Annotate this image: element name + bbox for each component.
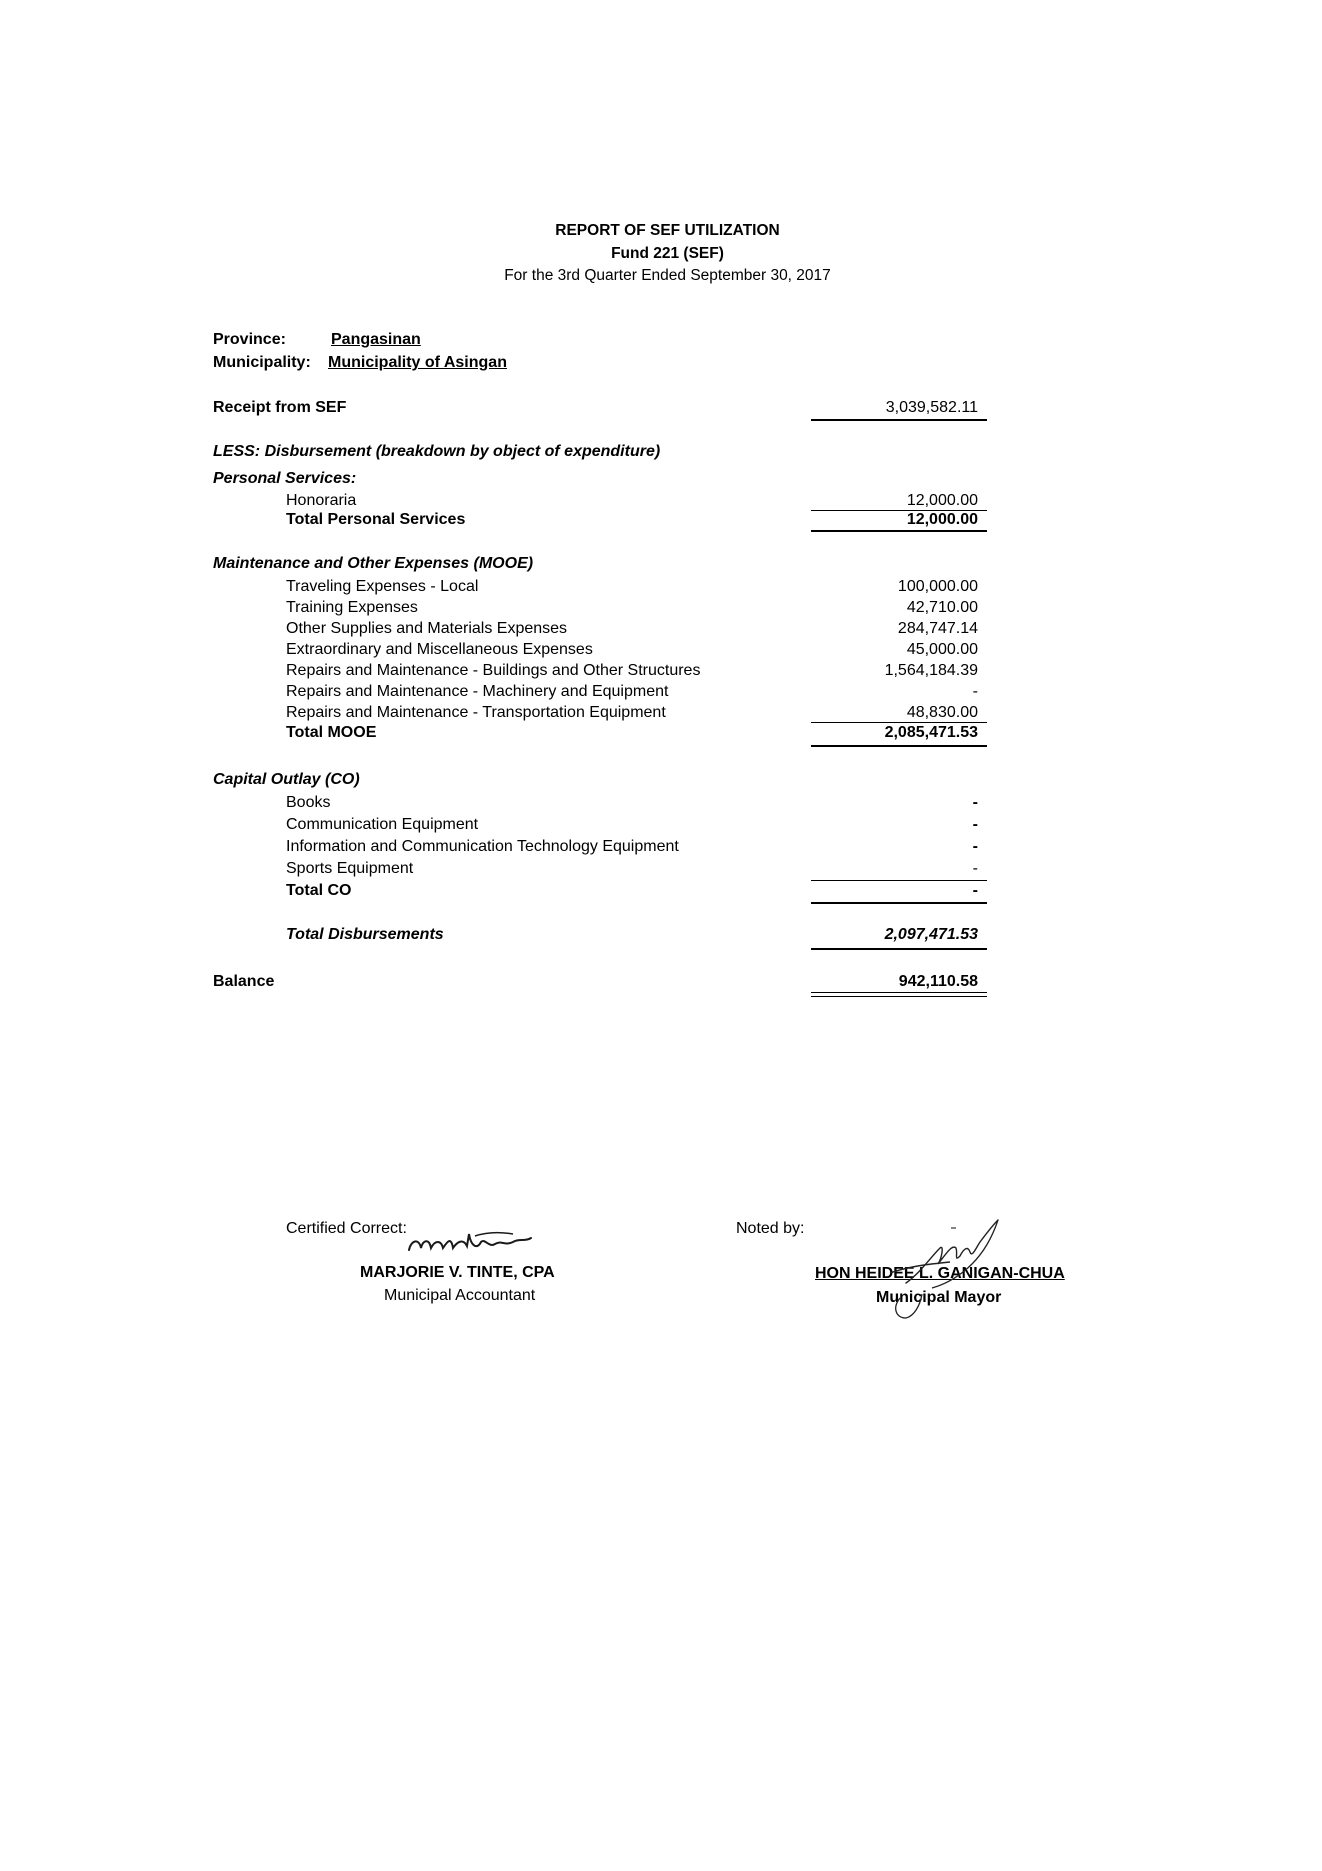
province-label: Province:: [213, 331, 286, 348]
period-subtitle: For the 3rd Quarter Ended September 30, 2017: [504, 267, 831, 284]
mooe-total-label: Total MOOE: [286, 724, 377, 741]
accountant-signature: [405, 1228, 545, 1262]
mooe-item-label: Traveling Expenses - Local: [286, 578, 479, 595]
ps-total-amount: 12,000.00: [906, 511, 978, 528]
mooe-item-amount: -: [972, 683, 978, 700]
co-total-label: Total CO: [286, 882, 352, 899]
mooe-item-label: Repairs and Maintenance - Buildings and Other Structures: [286, 662, 701, 679]
co-item-label: Communication Equipment: [286, 816, 479, 833]
co-rule-bottom: [811, 902, 987, 904]
co-item-label: Books: [286, 794, 331, 811]
mooe-item-amount: 42,710.00: [906, 599, 978, 616]
receipt-label: Receipt from SEF: [213, 399, 347, 416]
mooe-item-amount: 100,000.00: [897, 578, 978, 595]
co-item-label: Sports Equipment: [286, 860, 414, 877]
co-item-amount: -: [972, 794, 978, 811]
co-heading: Capital Outlay (CO): [213, 771, 360, 788]
co-item-amount: -: [972, 838, 978, 855]
province-value: Pangasinan: [331, 331, 421, 348]
receipt-rule: [811, 419, 987, 421]
balance-label: Balance: [213, 973, 275, 990]
ps-item-amount: 12,000.00: [906, 492, 978, 509]
mayor-name: HON HEIDEE L. GANIGAN-CHUA: [815, 1265, 1065, 1282]
mooe-rule-bottom: [811, 745, 987, 747]
co-item-amount: -: [972, 860, 978, 877]
total-disbursements-label: Total Disbursements: [286, 926, 444, 943]
accountant-name: MARJORIE V. TINTE, CPA: [360, 1264, 555, 1281]
fund-subtitle: Fund 221 (SEF): [611, 245, 724, 262]
mooe-item-amount: 1,564,184.39: [884, 662, 978, 679]
ps-heading: Personal Services:: [213, 470, 357, 487]
total-disbursements-amount: 2,097,471.53: [884, 926, 978, 943]
less-heading: LESS: Disbursement (breakdown by object of expenditure): [213, 443, 661, 460]
co-item-amount: -: [972, 816, 978, 833]
mooe-item-label: Other Supplies and Materials Expenses: [286, 620, 568, 637]
balance-rule-top: [811, 992, 987, 993]
mayor-signature: [880, 1218, 1040, 1328]
municipality-value: Municipality of Asingan: [328, 354, 507, 371]
ps-rule-bottom: [811, 530, 987, 532]
mooe-item-amount: 45,000.00: [906, 641, 978, 658]
balance-amount: 942,110.58: [898, 973, 978, 990]
mooe-item-amount: 48,830.00: [906, 704, 978, 721]
mooe-item-label: Extraordinary and Miscellaneous Expenses: [286, 641, 593, 658]
mooe-item-amount: 284,747.14: [897, 620, 978, 637]
noted-label: Noted by:: [736, 1220, 805, 1237]
co-item-label: Information and Communication Technology Equipment: [286, 838, 679, 855]
balance-rule-bottom: [811, 996, 987, 997]
ps-total-label: Total Personal Services: [286, 511, 466, 528]
accountant-title: Municipal Accountant: [384, 1287, 536, 1304]
mooe-item-label: Repairs and Maintenance - Transportation Equipment: [286, 704, 666, 721]
ps-item-label: Honoraria: [286, 492, 357, 509]
total-disbursements-rule: [811, 948, 987, 950]
certified-label: Certified Correct:: [286, 1220, 407, 1237]
report-title: REPORT OF SEF UTILIZATION: [555, 222, 780, 239]
mooe-total-amount: 2,085,471.53: [884, 724, 978, 741]
mooe-item-label: Repairs and Maintenance - Machinery and Equipment: [286, 683, 669, 700]
mayor-title: Municipal Mayor: [876, 1289, 1002, 1306]
mooe-item-label: Training Expenses: [286, 599, 418, 616]
mooe-heading: Maintenance and Other Expenses (MOOE): [213, 555, 534, 572]
co-total-amount: -: [972, 882, 978, 899]
municipality-label: Municipality:: [213, 354, 311, 371]
receipt-amount: 3,039,582.11: [885, 399, 978, 416]
